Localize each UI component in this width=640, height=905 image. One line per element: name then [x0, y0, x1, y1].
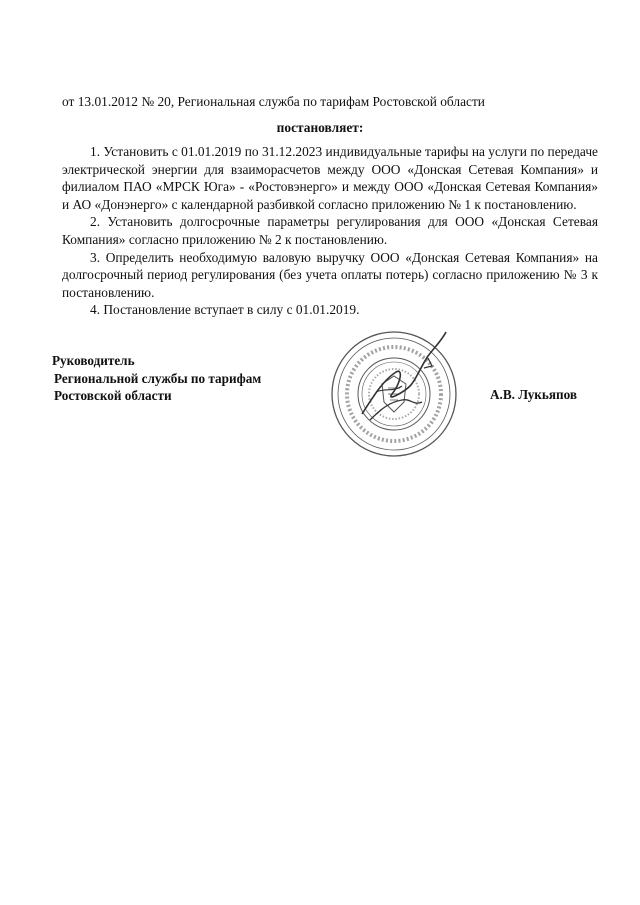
paragraph-1: 1. Установить с 01.01.2019 по 31.12.2023 индивидуальные тарифы на услуги по передаче электрической энергии для взаиморасчетов между ООО «Донская Сетевая Компания» и филиалом ПАО «МРСК Юга» - «Ростовэнерго» и между ООО «Донская Сетевая Компания» и АО «Донэнерго» с календарной разбивкой согласно приложению № 1 к постановлению.: [62, 144, 598, 212]
decree-heading: постановляет:: [276, 120, 364, 135]
decree-body: [62, 143, 598, 319]
signer-name: А.В. Лукьяпов: [490, 387, 577, 402]
signatory-title-3: Ростовской области: [54, 388, 172, 403]
paragraph-4: 4. Постановление вступает в силу с 01.01.2019.: [90, 302, 360, 318]
paragraph-3: 3. Определить необходимую валовую выручку ООО «Донская Сетевая Компания» на долгосрочный период регулирования (без учета оплаты потерь) согласно приложению № 3 к постановлению.: [62, 249, 598, 300]
paragraph-2: 2. Установить долгосрочные параметры регулирования для ООО «Донская Сетевая Компания» согласно приложению № 2 к постановлению.: [62, 214, 598, 247]
signatory-title-2: Региональной службы по тарифам: [54, 370, 262, 386]
intro-line: от 13.01.2012 № 20, Региональная служба по тарифам Ростовской области: [62, 94, 485, 109]
signatory-title-1: Руководитель: [52, 353, 135, 368]
official-seal-icon: [324, 322, 464, 462]
